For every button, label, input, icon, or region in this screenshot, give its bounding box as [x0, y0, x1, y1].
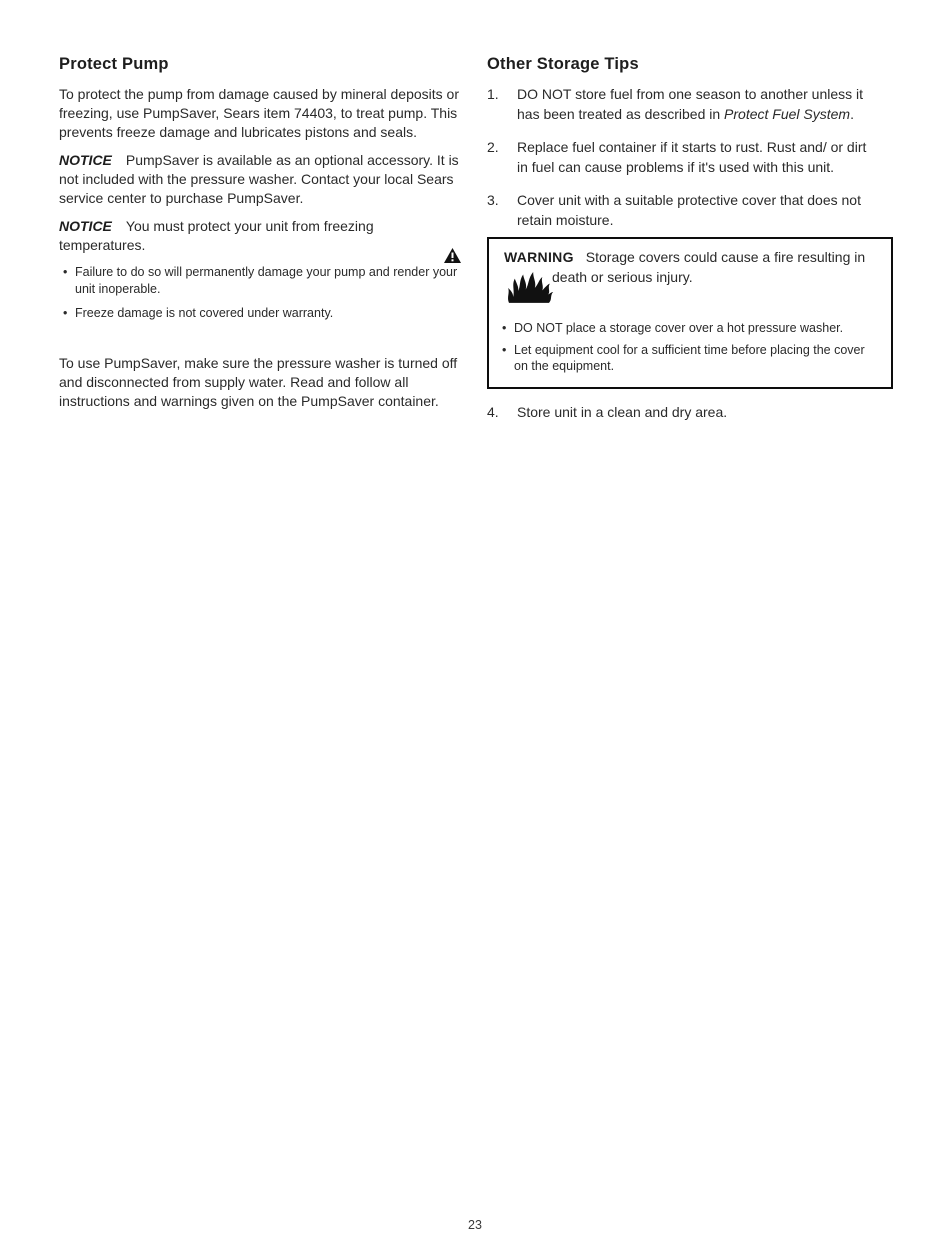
fire-icon: [504, 269, 554, 310]
notice-bullet-list: [59, 264, 461, 322]
numbered-item-1: [487, 85, 893, 124]
list-item: [498, 320, 882, 337]
left-column: [59, 55, 461, 420]
bullet-marker: [498, 320, 514, 337]
bullet-text: Freeze damage is not covered under warranty.: [75, 306, 334, 320]
bullet-text: DO NOT place a storage cover over a hot pressure washer.: [514, 321, 844, 335]
paragraph-pumpsaver-use: To use PumpSaver, make sure the pressure washer is turned off and disconnected from supply water. Read and follow all instructions and warnings given on the PumpSaver container.: [59, 355, 458, 409]
paragraph-pump-protection: To protect the pump from damage caused by mineral deposits or freezing, use PumpSaver, Sears item 74403, to treat pump. This prevents freeze damage and lubricates pistons and seals.: [59, 86, 459, 140]
notice-label: NOTICE: [59, 152, 112, 168]
item-number: 4.: [487, 403, 499, 420]
notice-freezing: [59, 217, 461, 255]
notice-label: NOTICE: [59, 218, 112, 234]
item-text: [517, 85, 869, 124]
list-item: [498, 342, 882, 375]
bullet-marker: [59, 264, 75, 298]
numbered-item-3: [487, 191, 893, 230]
notice-pumpsaver-accessory: [59, 151, 461, 208]
numbered-item-2: [487, 138, 893, 177]
warning-header: [498, 248, 882, 310]
list-item: [59, 264, 461, 298]
bullet-text: Let equipment cool for a sufficient time before placing the cover on the equipment.: [514, 342, 865, 373]
notice-text: PumpSaver is available as an optional accessory. It is not included with the pressure washer. Contact your local Sears service center to purchase PumpSaver.: [59, 152, 459, 206]
right-column: [487, 55, 893, 436]
bullet-marker: [498, 342, 514, 375]
warning-box: [487, 237, 893, 389]
item-number: 2.: [487, 139, 499, 155]
bullet-text: Failure to do so will permanently damage your pump and render your unit inoperable.: [75, 265, 458, 296]
page-number: 23: [468, 1218, 482, 1232]
numbered-item-4: [487, 403, 893, 423]
warning-text: [498, 248, 882, 286]
warning-sentence: Storage covers could cause a fire resulting in death or serious injury.: [552, 249, 866, 285]
item-number: 1.: [487, 86, 499, 102]
item-text-run: DO NOT store fuel from one season to another unless it has been treated as described in: [517, 86, 864, 122]
item-text-suffix: .: [850, 105, 854, 122]
warning-bullet-list: [498, 320, 882, 375]
heading-protect-pump: Protect Pump: [59, 55, 169, 73]
heading-other-storage-tips: Other Storage Tips: [487, 55, 639, 73]
warning-label: WARNING: [504, 249, 574, 265]
item-text-italic: Protect Fuel System: [724, 105, 851, 122]
notice-text: You must protect your unit from freezing temperatures.: [59, 218, 374, 253]
bullet-marker: [59, 305, 75, 322]
item-text: Cover unit with a suitable protective cover that does not retain moisture.: [517, 192, 861, 228]
item-text: Replace fuel container if it starts to rust. Rust and/ or dirt in fuel can cause problems if it's used with this unit.: [517, 139, 867, 175]
list-item: [59, 305, 461, 322]
item-text: Store unit in a clean and dry area.: [517, 403, 728, 420]
item-number: 3.: [487, 192, 499, 208]
